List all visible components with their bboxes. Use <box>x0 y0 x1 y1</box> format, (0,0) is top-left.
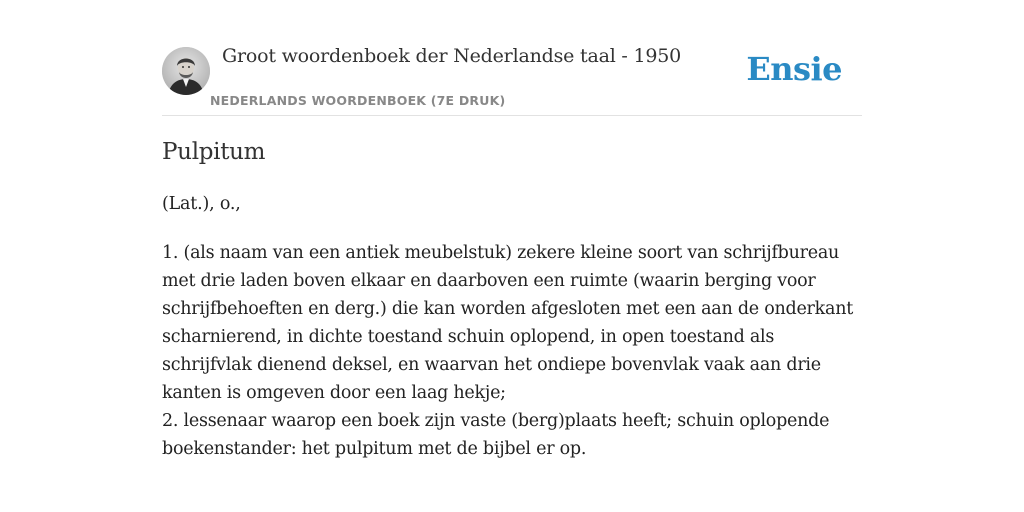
definition-body <box>162 239 862 463</box>
entry-headword: Pulpitum <box>162 139 266 165</box>
page <box>162 0 862 512</box>
definition-sense: 1. (als naam van een antiek meubelstuk) zekere kleine soort van schrijfbureau met drie laden boven elkaar en daarboven een ruimte (waarin berging voor schrijfbehoeften en derg.) die kan worden afgesloten met een aan de onderkant scharnierend, in dichte toestand schuin oplopend, in open toestand als schrijfvlak dienend deksel, en waarvan het ondiepe bovenvlak vaak aan drie kanten is omgeven door een laag hekje; <box>162 243 854 403</box>
grammar-note: (Lat.), o., <box>162 194 241 214</box>
entry-header <box>162 0 862 116</box>
header-divider <box>162 115 862 116</box>
portrait-image <box>162 47 210 95</box>
definition-sense: 2. lessenaar waarop een boek zijn vaste (berg)plaats heeft; schuin oplopende boekenstander: het pulpitum met de bijbel er op. <box>162 411 830 459</box>
ensie-logo[interactable]: Ensie <box>746 50 842 88</box>
book-title[interactable]: Groot woordenboek der Nederlandse taal - 1950 <box>222 45 682 67</box>
author-avatar[interactable] <box>162 47 210 95</box>
source-label[interactable]: NEDERLANDS WOORDENBOEK (7E DRUK) <box>210 93 506 108</box>
